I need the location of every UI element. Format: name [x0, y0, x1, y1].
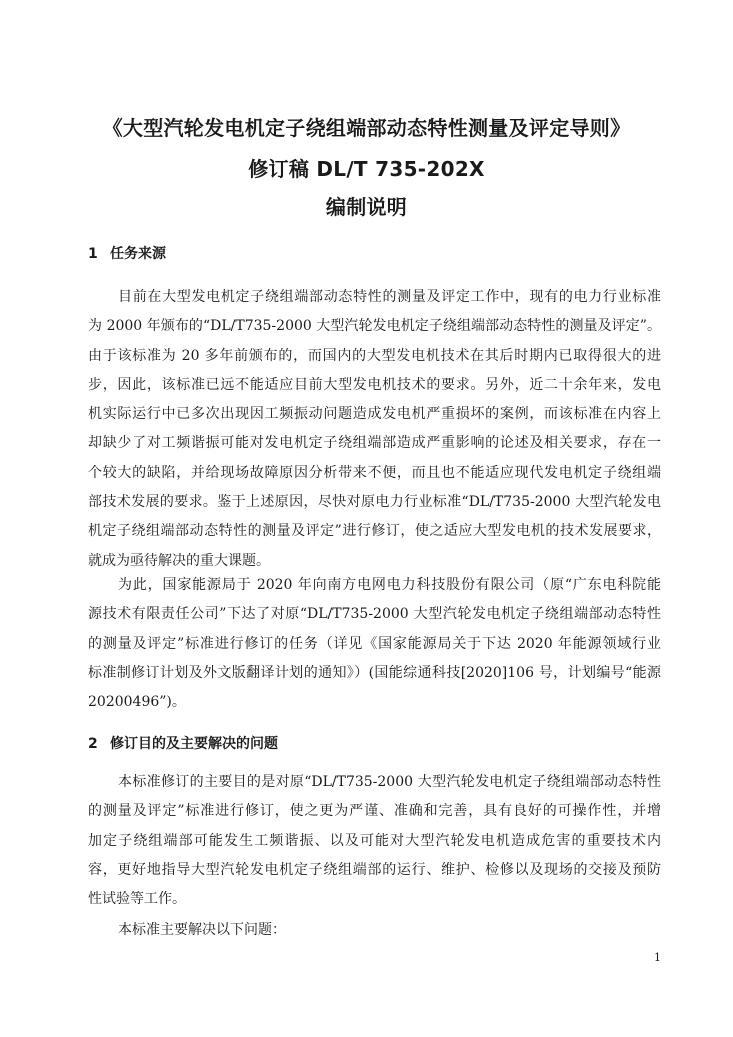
paragraph-line: 的测量及评定”标准进行修订的任务（详见《国家能源局关于下达 2020 年能源领域行业	[88, 635, 661, 652]
paragraph-line: 标准制修订计划及外文版翻译计划的通知》）(国能综通科技[2020]106 号，计划编号“能源	[88, 664, 661, 681]
document-title: 《大型汽轮发电机定子绕组端部动态特性测量及评定导则》	[102, 116, 631, 140]
paragraph-line: 步，因此，该标准已远不能适应目前大型发电机技术的要求。另外，近二十余年来，发电	[88, 376, 661, 393]
paragraph-line: 的测量及评定”标准进行修订，使之更为严谨、准确和完善，具有良好的可操作性，并增	[88, 803, 661, 820]
section-heading-text: 修订目的及主要解决的问题	[110, 736, 278, 752]
paragraph-assignment	[88, 571, 661, 717]
paragraph-line: 却缺少了对工频谐振可能对发电机定子绕组端部造成严重影响的论述及相关要求，存在一	[88, 435, 661, 452]
paragraph-line: 机定子绕组端部动态特性的测量及评定”进行修订，使之适应大型发电机的技术发展要求，	[88, 523, 661, 540]
paragraph-line: 容，更好地指导大型汽轮发电机定子绕组端部的运行、维护、检修以及现场的交接及预防	[88, 861, 661, 878]
paragraph-line: 本标准修订的主要目的是对原“DL/T735-2000 大型汽轮发电机定子绕组端部动态特性	[118, 774, 661, 790]
paragraph-line: 性试验等工作。	[88, 891, 186, 908]
page-number: 1	[654, 951, 661, 964]
paragraph-line: 目前在大型发电机定子绕组端部动态特性的测量及评定工作中，现有的电力行业标准	[118, 289, 661, 305]
section-number: 1	[88, 246, 98, 262]
paragraph-line: 为 2000 年颁布的“DL/T735-2000 大型汽轮发电机定子绕组端部动态特性的测量及评定”。	[88, 318, 661, 335]
paragraph-line: 个较大的缺陷，并给现场故障原因分析带来不便，而且也不能适应现代发电机定子绕组端	[88, 464, 661, 481]
paragraph-line: 就成为亟待解决的重大课题。	[88, 552, 270, 569]
section-number: 2	[88, 736, 98, 752]
paragraph-line: 由于该标准为 20 多年前颁布的，而国内的大型发电机技术在其后时期内已取得很大的进	[88, 347, 661, 364]
paragraph-line: 本标准主要解决以下问题：	[118, 922, 286, 938]
paragraph-line: 加定子绕组端部可能发生工频谐振、以及可能对大型汽轮发电机造成危害的重要技术内	[88, 832, 661, 849]
document-subtitle: 修订稿 DL/T 735-202X	[248, 157, 485, 181]
paragraph-line: 机实际运行中已多次出现因工频振动问题造成发电机严重损坏的案例，而该标准在内容上	[88, 406, 661, 423]
section-heading-2	[88, 733, 278, 753]
section-heading-text: 任务来源	[110, 246, 166, 262]
paragraph-line: 源技术有限责任公司”下达了对原“DL/T735-2000 大型汽轮发电机定子绕组端部动态特性	[88, 606, 661, 623]
paragraph-line: 为此，国家能源局于 2020 年向南方电网电力科技股份有限公司（原“广东电科院能	[118, 577, 661, 593]
paragraph-task-source	[88, 283, 661, 576]
paragraph-line: 部技术发展的要求。鉴于上述原因，尽快对原电力行业标准“DL/T735-2000 大型汽轮发电	[88, 494, 661, 511]
section-heading-1	[88, 243, 166, 263]
paragraph-problems-intro	[88, 916, 661, 945]
paragraph-revision-purpose	[88, 768, 661, 914]
document-section-title: 编制说明	[325, 195, 408, 219]
paragraph-line: 20200496”)。	[88, 694, 186, 711]
